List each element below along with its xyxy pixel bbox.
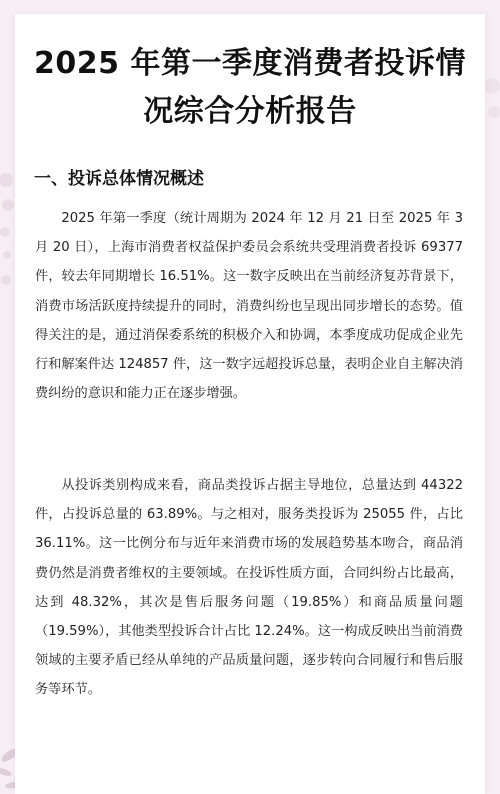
section-heading-overview: 一、投诉总体情况概述 bbox=[34, 169, 204, 189]
report-page bbox=[15, 14, 485, 794]
paragraph-2: 从投诉类别构成来看，商品类投诉占据主导地位，总量达到 44322 件，占投诉总量的 63.89%。与之相对，服务类投诉为 25055 件，占比 36.11%。这一比例分布与近年来消费市场的发展趋势基本吻合，商品消费仍然是消费者维权的主要领域。在投诉性质方面，合同纠纷占比最高，达到 48.32%，其次是售后服务问题（19.85%）和商品质量问题（19.59%），其他类型投诉合计占比 12.24%。这一构成反映出当前消费领域的主要矛盾已经从单纯的产品质量问题，逐步转向合同履行和售后服务等环节。 bbox=[35, 478, 463, 698]
paragraph-1: 2025 年第一季度（统计周期为 2024 年 12 月 21 日至 2025 年 3 月 20 日），上海市消费者权益保护委员会系统共受理消费者投诉 69377 件，较去年同期增长 16.51%。这一数字反映出在当前经济复苏背景下，消费市场活跃度持续提升的同时，消费纠纷也呈现出同步增长的态势。值得关注的是，通过消保委系统的积极介入和协调，本季度成功促成企业先行和解案件达 124857 件，这一数字远超投诉总量，表明企业自主解决消费纠纷的意识和能力正在逐步增强。 bbox=[35, 211, 463, 402]
report-title: 2025 年第一季度消费者投诉情况综合分析报告 bbox=[34, 46, 466, 129]
